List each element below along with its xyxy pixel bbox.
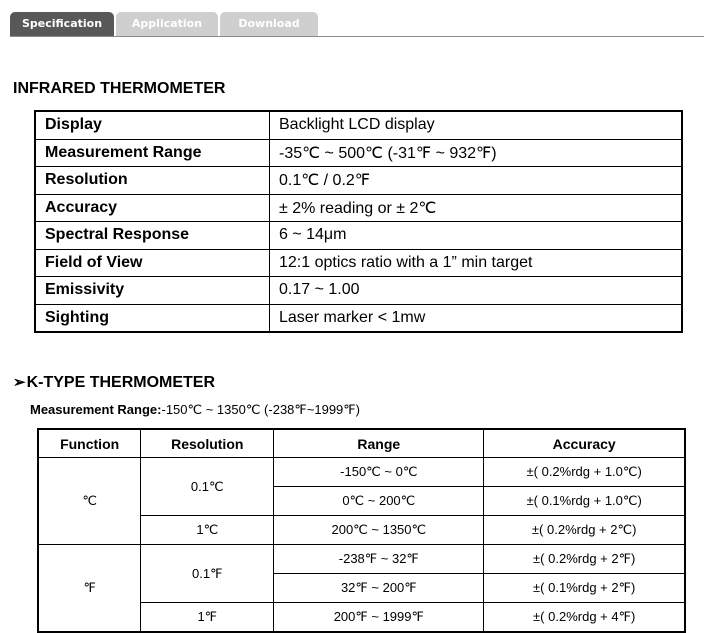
table-row — [35, 304, 682, 332]
function-cell: ℃ — [38, 458, 141, 545]
spec-value: 12:1 optics ratio with a 1” min target — [270, 249, 683, 277]
tab-application[interactable]: Application — [116, 12, 218, 36]
spec-key: Measurement Range — [35, 139, 270, 167]
range-cell: 200℉ ~ 1999℉ — [274, 603, 484, 633]
arrow-bullet-icon: ➢ — [13, 374, 26, 391]
ktype-section-title — [13, 373, 215, 392]
spec-value: Laser marker < 1mw — [270, 304, 683, 332]
spec-value: 0.17 ~ 1.00 — [270, 277, 683, 305]
infrared-spec-table — [34, 110, 683, 333]
function-cell: ℉ — [38, 545, 141, 633]
tab-download[interactable]: Download — [220, 12, 318, 36]
measurement-range-value: -150℃ ~ 1350℃ (-238℉~1999℉) — [161, 402, 360, 417]
measurement-range-line — [30, 402, 360, 418]
spec-key: Display — [35, 111, 270, 139]
range-cell: 200℃ ~ 1350℃ — [274, 516, 484, 545]
range-cell: -238℉ ~ 32℉ — [274, 545, 484, 574]
table-row — [38, 458, 685, 487]
column-header: Function — [38, 429, 141, 458]
table-header-row — [38, 429, 685, 458]
accuracy-cell: ±( 0.1%rdg + 1.0℃) — [484, 487, 685, 516]
infrared-section-title: INFRARED THERMOMETER — [13, 80, 226, 97]
ktype-title-text: K-TYPE THERMOMETER — [26, 374, 216, 391]
spec-key: Sighting — [35, 304, 270, 332]
range-cell: -150℃ ~ 0℃ — [274, 458, 484, 487]
table-row — [35, 139, 682, 167]
table-row — [35, 167, 682, 195]
resolution-cell: 0.1℃ — [141, 458, 274, 516]
accuracy-cell: ±( 0.1%rdg + 2℉) — [484, 574, 685, 603]
spec-key: Resolution — [35, 167, 270, 195]
spec-value: ± 2% reading or ± 2℃ — [270, 194, 683, 222]
spec-key: Field of View — [35, 249, 270, 277]
spec-key: Spectral Response — [35, 222, 270, 250]
column-header: Range — [274, 429, 484, 458]
resolution-cell: 0.1℉ — [141, 545, 274, 603]
spec-key: Emissivity — [35, 277, 270, 305]
resolution-cell: 1℉ — [141, 603, 274, 633]
spec-value: 6 ~ 14μm — [270, 222, 683, 250]
accuracy-cell: ±( 0.2%rdg + 4℉) — [484, 603, 685, 633]
column-header: Accuracy — [484, 429, 685, 458]
measurement-range-label: Measurement Range: — [30, 402, 162, 417]
table-row — [38, 545, 685, 574]
table-row — [35, 277, 682, 305]
table-row — [35, 111, 682, 139]
spec-value: 0.1℃ / 0.2℉ — [270, 167, 683, 195]
spec-value: Backlight LCD display — [270, 111, 683, 139]
column-header: Resolution — [141, 429, 274, 458]
accuracy-cell: ±( 0.2%rdg + 2℃) — [484, 516, 685, 545]
range-cell: 32℉ ~ 200℉ — [274, 574, 484, 603]
table-row — [35, 222, 682, 250]
table-row — [35, 194, 682, 222]
spec-key: Accuracy — [35, 194, 270, 222]
ktype-table — [37, 428, 686, 633]
range-cell: 0℃ ~ 200℃ — [274, 487, 484, 516]
tab-bar — [10, 12, 704, 37]
accuracy-cell: ±( 0.2%rdg + 1.0℃) — [484, 458, 685, 487]
accuracy-cell: ±( 0.2%rdg + 2℉) — [484, 545, 685, 574]
spec-value: -35℃ ~ 500℃ (-31℉ ~ 932℉) — [270, 139, 683, 167]
resolution-cell: 1℃ — [141, 516, 274, 545]
tab-specification[interactable]: Specification — [10, 12, 114, 36]
table-row — [35, 249, 682, 277]
